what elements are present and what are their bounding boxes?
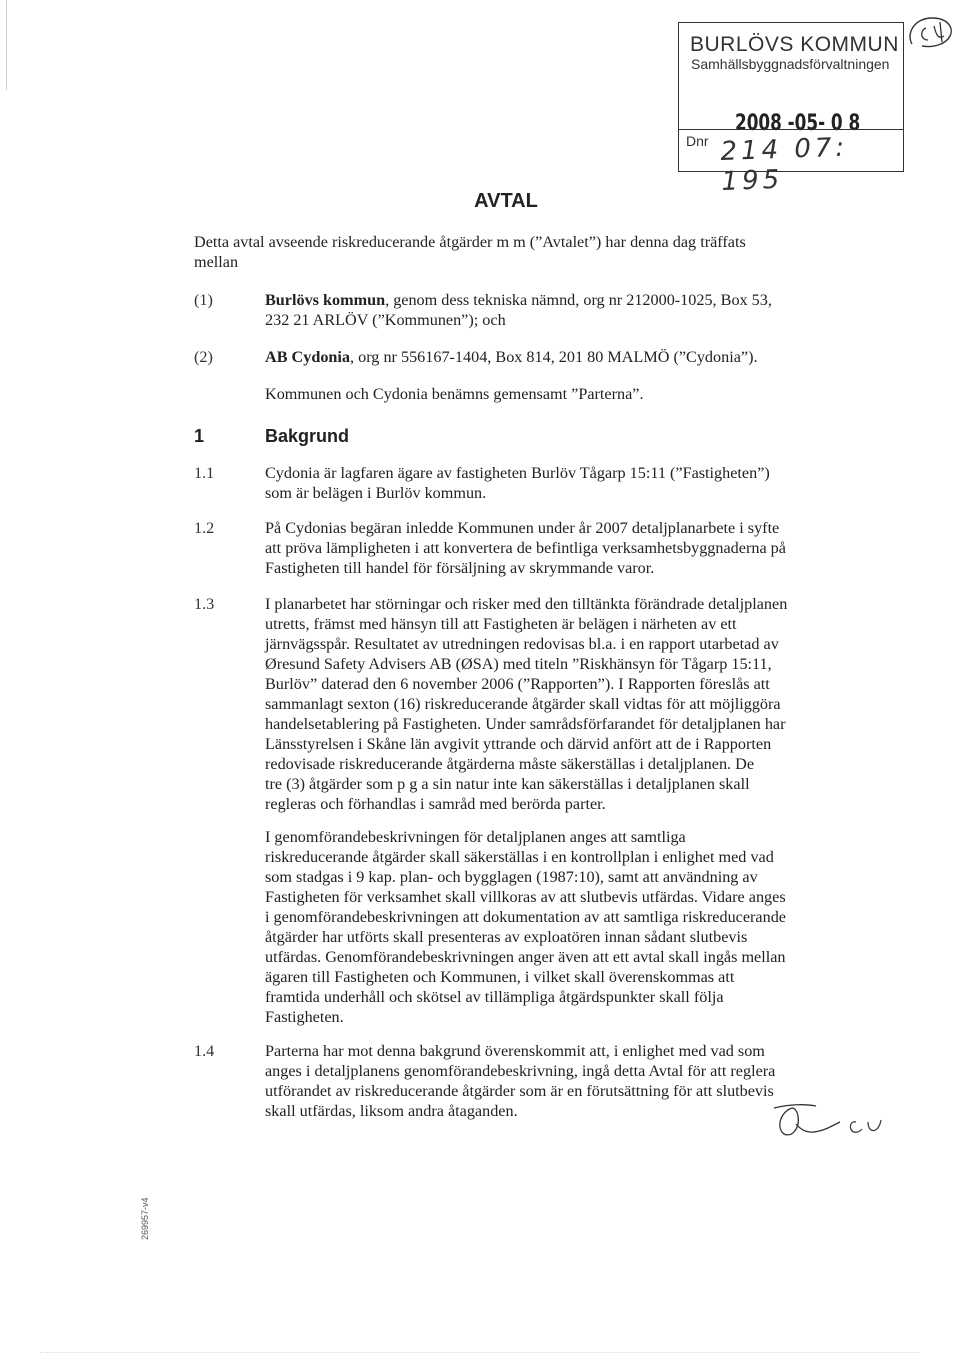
clause-1-3-p2-line: framtida underhåll och skötsel av tillämpliga åtgärdspunkter skall följa [265, 988, 724, 1006]
parties-note: Kommunen och Cydonia benämns gemensamt ”Parterna”. [265, 385, 644, 403]
section-1-number: 1 [194, 426, 205, 446]
clause-1-3-line: sammanlagt sexton (16) riskreducerande åtgärder skall vidtas för att möjliggöra [265, 695, 781, 713]
party-1-line-1 [265, 290, 772, 310]
section-1-title: Bakgrund [265, 426, 350, 446]
clause-1-2-line: att pröva lämpligheten i att konvertera de befintliga verksamhetsbyggnaderna på [265, 539, 786, 557]
document-title: AVTAL [474, 190, 538, 212]
clause-1-4-number: 1.4 [194, 1042, 215, 1060]
clause-1-3-p2-line: åtgärder har utförts skall presenteras av exploatören innan sådant slutbevis [265, 928, 748, 946]
clause-1-1-line: som är belägen i Burlöv kommun. [265, 484, 487, 502]
clause-1-3-line: utretts, främst med hänsyn till att Fastigheten är belägen i närheten av ett [265, 615, 737, 633]
clause-1-1-number: 1.1 [194, 464, 215, 482]
scan-edge-artifact [6, 0, 7, 90]
clause-1-3-p2-line: utfärdas. Genomförandebeskrivningen anger även att ett avtal skall ingås mellan [265, 948, 786, 966]
clause-1-3-p2-line: ägaren till Fastigheten och Kommunen, i vilket skall överenskommas att [265, 968, 735, 986]
clause-1-2-text [265, 518, 817, 578]
clause-1-3-text [265, 594, 817, 814]
clause-1-3-line: redovisade riskreducerande åtgärderna måste säkerställas i detaljplanen. De [265, 755, 755, 773]
clause-1-3-p2-line: som stadgas i 9 kap. plan- och bygglagen (1987:10), samt att användning av [265, 868, 758, 886]
stamp-organization: BURLÖVS KOMMUN [690, 33, 899, 56]
stamp-department: Samhällsbyggnadsförvaltningen [691, 56, 890, 72]
clause-1-3-line: Länsstyrelsen i Skåne län avgivit yttrande och därvid anfört att de i Rapporten [265, 735, 772, 753]
party-2-line-1 [265, 347, 758, 367]
clause-1-4-line: anges i detaljplanens genomförandebeskrivning, ingå detta Avtal för att reglera [265, 1062, 776, 1080]
clause-1-3-line: handelsetablering på Fastigheten. Under samrådsförfarandet för detaljplanen har [265, 715, 786, 733]
intro-line-1: Detta avtal avseende riskreducerande åtgärder m m (”Avtalet”) har denna dag träffats [194, 233, 746, 251]
clause-1-4-line: utförandet av riskreducerande åtgärder som är en förutsättning för att slutbevis [265, 1082, 774, 1100]
stamp-dnr-label: Dnr [686, 133, 709, 149]
party-1-number: (1) [194, 291, 213, 309]
clause-1-3-number: 1.3 [194, 595, 215, 613]
clause-1-2-line: Fastigheten till handel för försäljning av skrymmande varor. [265, 559, 655, 577]
clause-1-3-line: I planarbetet har störningar och risker med den tilltänkta förändrade detaljplanen [265, 595, 788, 613]
party-1-line-2: 232 21 ARLÖV (”Kommunen”); och [265, 311, 506, 329]
clause-1-3-p2-line: i genomförandebeskrivningen att dokumentation av att samtliga riskreducerande [265, 908, 786, 926]
party-1-name: Burlövs kommun [265, 291, 386, 309]
clause-1-3-p2-line: riskreducerande åtgärder skall säkerställas i en kontrollplan i enlighet med vad [265, 848, 774, 866]
clause-1-3-paragraph-2 [265, 827, 817, 1027]
clause-1-2-number: 1.2 [194, 519, 215, 537]
clause-1-2-line: På Cydonias begäran inledde Kommunen under år 2007 detaljplanarbete i syfte [265, 519, 780, 537]
handwritten-initials-icon [904, 14, 958, 54]
intro-line-2: mellan [194, 253, 239, 271]
clause-1-3-line: Øresund Safety Advisers AB (ØSA) med titeln ”Riskhänsyn för Tågarp 15:11, [265, 655, 772, 673]
clause-1-3-p2-line: Fastigheten för verksamhet skall villkoras av att slutbevis utfärdas. Vidare anges [265, 888, 786, 906]
clause-1-4-text [265, 1041, 817, 1121]
clause-1-3-p2-line: Fastigheten. [265, 1008, 344, 1026]
clause-1-1-line: Cydonia är lagfaren ägare av fastigheten Burlöv Tågarp 15:11 (”Fastigheten”) [265, 464, 770, 482]
clause-1-3-line: järnvägsspår. Resultatet av utredningen redovisas bl.a. i en rapport utarbetad av [265, 635, 779, 653]
party-1-details: , genom dess tekniska nämnd, org nr 212000-1025, Box 53, [385, 291, 772, 309]
registration-stamp [678, 22, 904, 197]
party-2-number: (2) [194, 348, 213, 366]
clause-1-3-line: regleras och förhandlas i samråd med berörda parter. [265, 795, 606, 813]
clause-1-1-text [265, 463, 817, 503]
clause-1-4-line: Parterna har mot denna bakgrund överenskommit att, i enlighet med vad som [265, 1042, 765, 1060]
party-2-details: , org nr 556167-1404, Box 814, 201 80 MALMÖ (”Cydonia”). [350, 348, 758, 366]
clause-1-3-p2-line: I genomförandebeskrivningen för detaljplanen anges att samtliga [265, 828, 686, 846]
handwritten-signature-icon [770, 1098, 890, 1144]
clause-1-3-line: Burlöv” daterad den 6 november 2006 (”Rapporten”). I Rapporten föreslås att [265, 675, 770, 693]
scan-bottom-artifact [40, 1352, 920, 1353]
document-code: 269957-v4 [140, 1197, 150, 1240]
stamp-divider [679, 129, 903, 130]
stamp-dnr-value: 214 07: 195 [719, 132, 849, 197]
clause-1-4-line: skall utfärdas, liksom andra åtaganden. [265, 1102, 518, 1120]
party-2-name: AB Cydonia [265, 348, 351, 366]
stamp-date: 2008 -05- 0 8 [735, 111, 861, 136]
clause-1-3-line: tre (3) åtgärder som p g a sin natur inte kan säkerställas i detaljplanen skall [265, 775, 750, 793]
